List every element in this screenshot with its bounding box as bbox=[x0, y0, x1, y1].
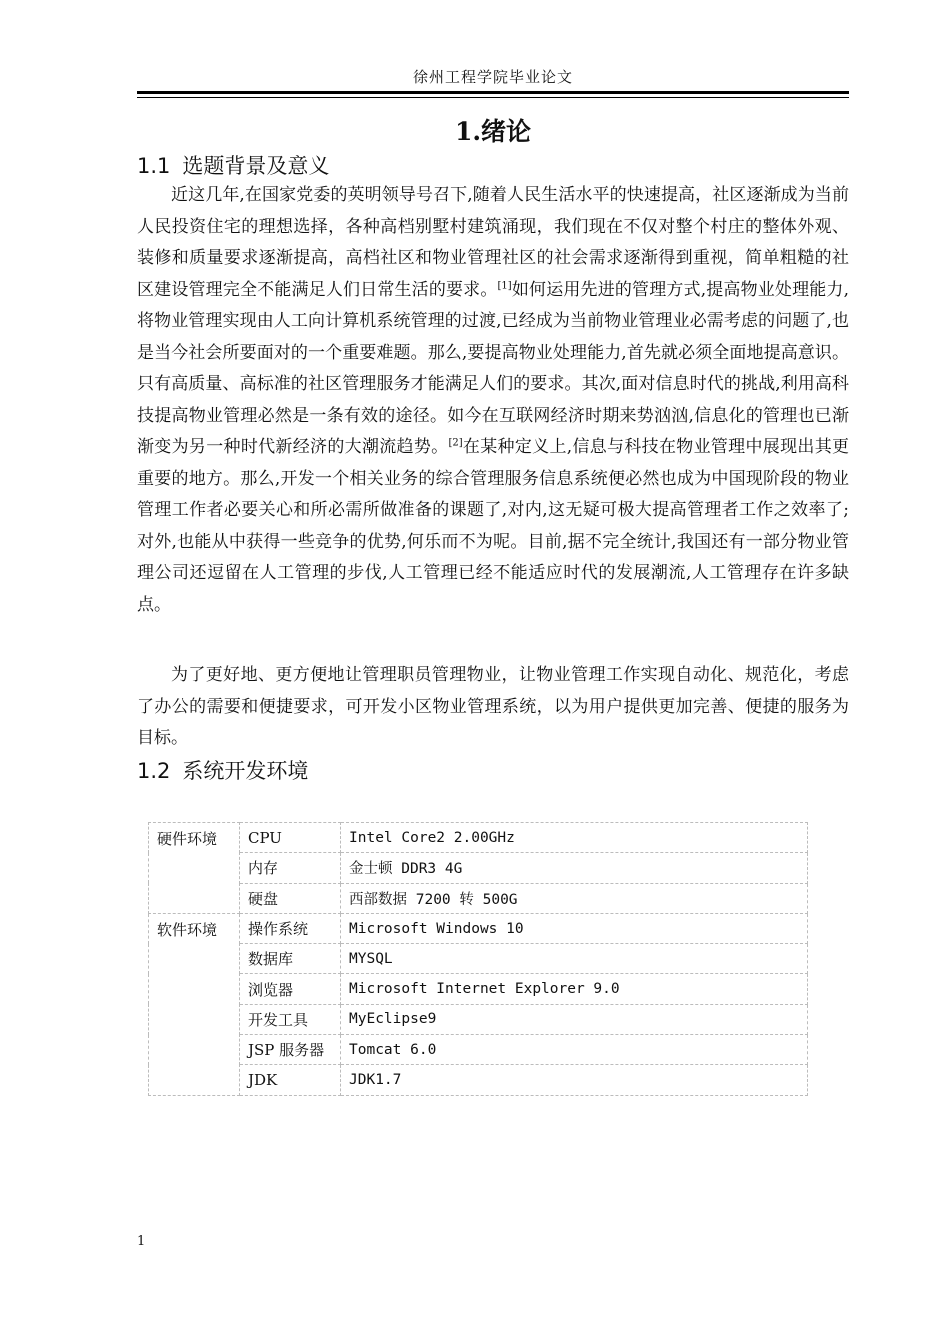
value-cell: 金士顿 DDR3 4G bbox=[341, 853, 808, 883]
section-title: 选题背景及意义 bbox=[182, 154, 330, 178]
value-cell: JDK1.7 bbox=[341, 1065, 808, 1095]
paragraph-text: 在某种定义上,信息与科技在物业管理中展现出其更重要的地方。那么,开发一个相关业务的综合管理服务信息系统便必然也成为中国现阶段的物业管理工作者必要关心和所必需所做准备的课题了,对内,这无疑可极大提高管理者工作之效率了;对外,也能从中获得一些竞争的优势,何乐而不为呢。目前,据不完全统计,我国还有一部分物业管理公司还逗留在人工管理的步伐,人工管理已经不能适应时代的发展潮流,人工管理存在许多缺点。 bbox=[137, 437, 849, 615]
value-cell: MyEclipse9 bbox=[341, 1004, 808, 1034]
item-cell: 浏览器 bbox=[240, 974, 341, 1004]
paragraph-text: 如何运用先进的管理方式,提高物业处理能力,将物业管理实现由人工向计算机系统管理的过渡,已经成为当前物业管理业必需考虑的问题了,也是当今社会所要面对的一个重要难题。那么,要提高物业处理能力,首先就必须全面地提高意识。只有高质量、高标准的社区管理服务才能满足人们的要求。其次,面对信息时代的挑战,利用高科技提高物业管理必然是一条有效的途径。如今在互联网经济时期来势汹汹,信息化的管理也已渐渐变为另一种时代新经济的大潮流趋势。 bbox=[137, 279, 850, 457]
table-row bbox=[149, 913, 808, 943]
value-cell: Microsoft Windows 10 bbox=[341, 913, 808, 943]
environment-table bbox=[148, 822, 808, 1096]
value-cell: Tomcat 6.0 bbox=[341, 1035, 808, 1065]
section-number: 1.1 bbox=[137, 154, 171, 178]
value-cell: Microsoft Internet Explorer 9.0 bbox=[341, 974, 808, 1004]
value-cell: MYSQL bbox=[341, 944, 808, 974]
item-cell: 数据库 bbox=[240, 944, 341, 974]
paragraph-1 bbox=[137, 180, 849, 621]
value-cell: 西部数据 7200 转 500G bbox=[341, 883, 808, 913]
item-cell: 硬盘 bbox=[240, 883, 341, 913]
table-row bbox=[149, 1035, 808, 1065]
citation-1[interactable]: [1] bbox=[497, 279, 512, 291]
item-cell: CPU bbox=[240, 823, 341, 853]
chapter-title: 1.绪论 bbox=[454, 117, 532, 146]
section-heading-1-2 bbox=[137, 755, 308, 785]
value-cell: Intel Core2 2.00GHz bbox=[341, 823, 808, 853]
header-rule-thick bbox=[137, 91, 849, 94]
item-cell: 操作系统 bbox=[240, 913, 341, 943]
item-cell: JDK bbox=[240, 1065, 341, 1095]
table-row bbox=[149, 974, 808, 1004]
table-row bbox=[149, 1004, 808, 1034]
citation-2[interactable]: [2] bbox=[448, 437, 463, 449]
item-cell: 内存 bbox=[240, 853, 341, 883]
table-row bbox=[149, 944, 808, 974]
paragraph-text: 为了更好地、更方便地让管理职员管理物业，让物业管理工作实现自动化、规范化，考虑了办公的需要和便捷要求，可开发小区物业管理系统，以为用户提供更加完善、便捷的服务为目标。 bbox=[137, 665, 849, 748]
paragraph-text: 近这几年,在国家党委的英明领导号召下,随着人民生活水平的快速提高，社区逐渐成为当前人民投资住宅的理想选择，各种高档别墅村建筑涌现，我们现在不仅对整个村庄的整体外观、装修和质量要求逐渐提高，高档社区和物业管理社区的社会需求逐渐得到重视，简单粗糙的社区建设管理完全不能满足人们日常生活的要求。 bbox=[137, 185, 849, 300]
page-number: 1 bbox=[137, 1234, 146, 1249]
table-row bbox=[149, 823, 808, 853]
header-rule-thin bbox=[137, 97, 849, 98]
category-cell-hardware: 硬件环境 bbox=[149, 823, 240, 914]
running-header: 徐州工程学院毕业论文 bbox=[412, 68, 573, 86]
section-number: 1.2 bbox=[137, 759, 171, 783]
item-cell: JSP 服务器 bbox=[240, 1035, 341, 1065]
table-row bbox=[149, 1065, 808, 1095]
table-row bbox=[149, 853, 808, 883]
item-cell: 开发工具 bbox=[240, 1004, 341, 1034]
section-heading-1-1 bbox=[137, 150, 329, 180]
category-cell-software: 软件环境 bbox=[149, 913, 240, 1095]
section-title: 系统开发环境 bbox=[182, 759, 309, 783]
paragraph-2 bbox=[137, 660, 849, 755]
table-row bbox=[149, 883, 808, 913]
